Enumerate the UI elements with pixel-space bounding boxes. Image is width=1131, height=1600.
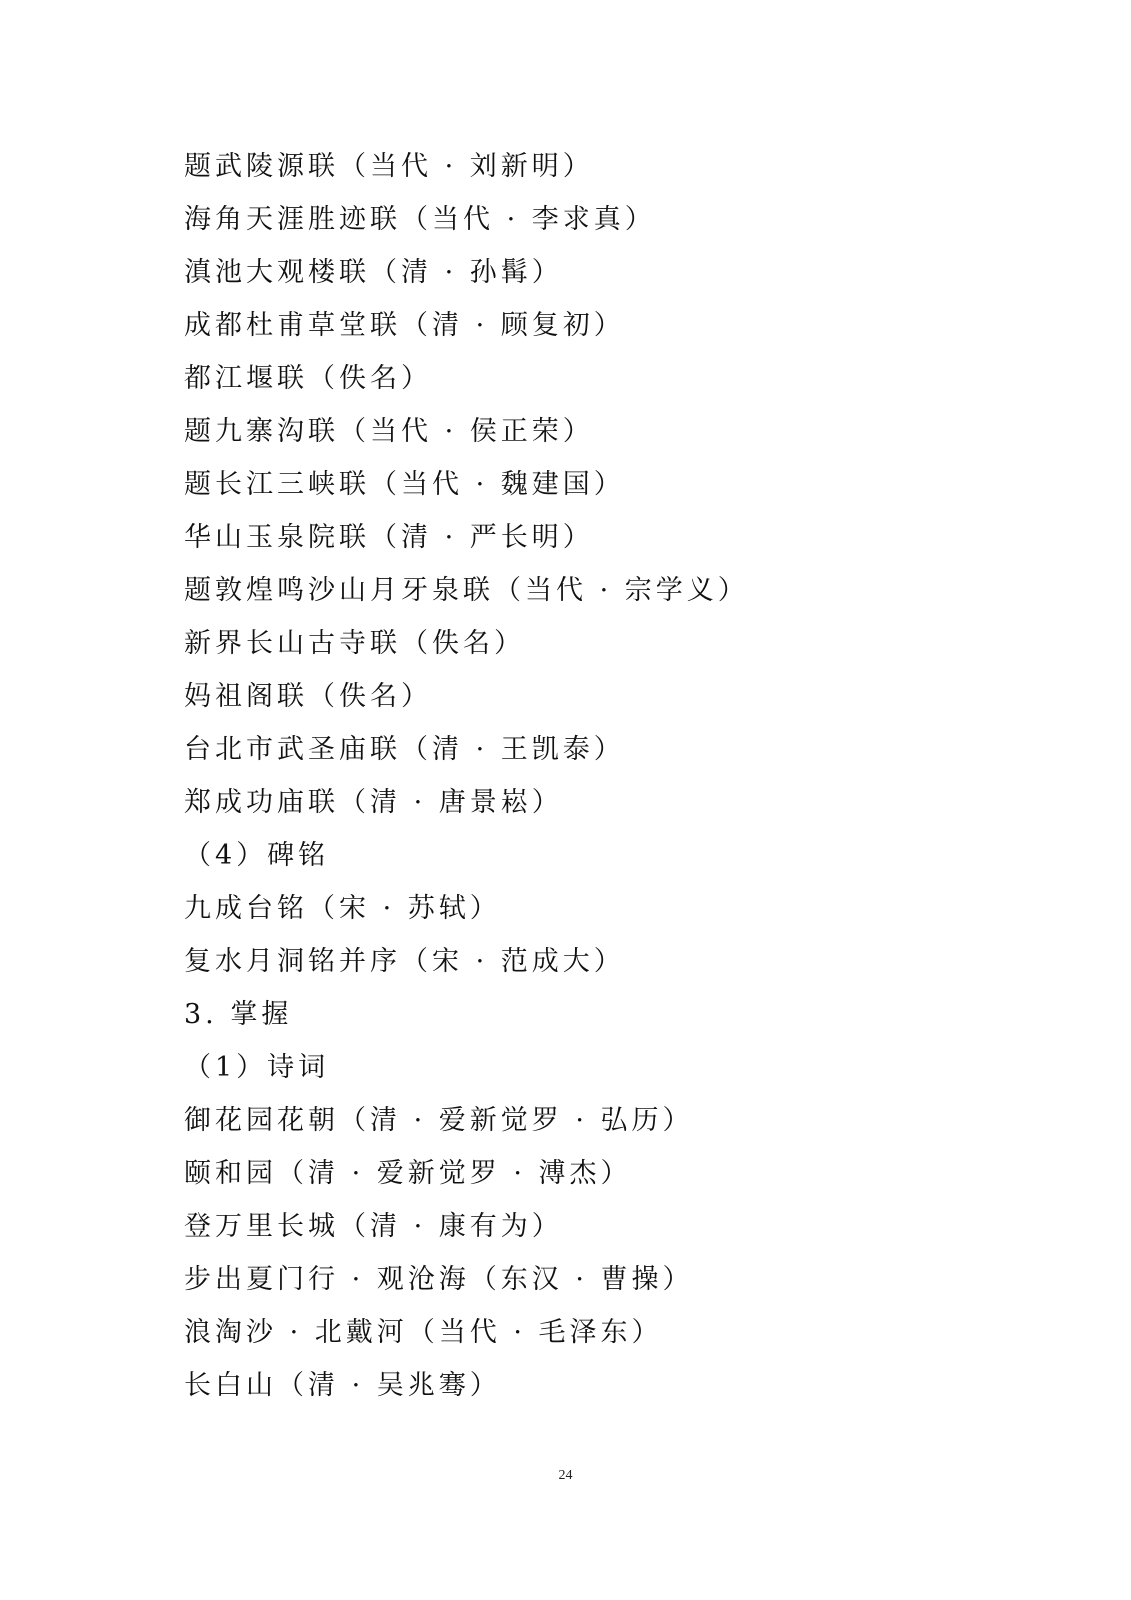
- text-line: 九成台铭（宋 · 苏轼）: [184, 893, 501, 924]
- section-heading: （4）碑铭: [184, 840, 330, 871]
- text-line: 台北市武圣庙联（清 · 王凯泰）: [184, 734, 625, 765]
- text-line: 步出夏门行 · 观沧海（东汉 · 曹操）: [184, 1264, 694, 1295]
- section-heading: 3. 掌握: [184, 999, 293, 1030]
- text-line: 复水月洞铭并序（宋 · 范成大）: [184, 946, 625, 977]
- text-line: 滇池大观楼联（清 · 孙髯）: [184, 257, 563, 288]
- text-line: 御花园花朝（清 · 爱新觉罗 · 弘历）: [184, 1105, 694, 1136]
- text-lines: [184, 140, 984, 1412]
- section-heading: （1）诗词: [184, 1052, 330, 1083]
- text-line: 题九寨沟联（当代 · 侯正荣）: [184, 416, 594, 447]
- page-number: 24: [558, 1468, 573, 1483]
- text-line: 题武陵源联（当代 · 刘新明）: [184, 151, 594, 182]
- text-line: 郑成功庙联（清 · 唐景崧）: [184, 787, 563, 818]
- text-line: 海角天涯胜迹联（当代 · 李求真）: [184, 204, 656, 235]
- text-line: 浪淘沙 · 北戴河（当代 · 毛泽东）: [184, 1317, 663, 1348]
- text-line: 成都杜甫草堂联（清 · 顾复初）: [184, 310, 625, 341]
- text-line: 题敦煌鸣沙山月牙泉联（当代 · 宗学义）: [184, 575, 749, 606]
- text-line: 妈祖阁联（佚名）: [184, 681, 432, 712]
- text-line: 华山玉泉院联（清 · 严长明）: [184, 522, 594, 553]
- text-line: 都江堰联（佚名）: [184, 363, 432, 394]
- text-line: 题长江三峡联（当代 · 魏建国）: [184, 469, 625, 500]
- text-line: 新界长山古寺联（佚名）: [184, 628, 525, 659]
- text-line: 长白山（清 · 吴兆骞）: [184, 1370, 501, 1401]
- text-line: 颐和园（清 · 爱新觉罗 · 溥杰）: [184, 1158, 632, 1189]
- text-line: 登万里长城（清 · 康有为）: [184, 1211, 563, 1242]
